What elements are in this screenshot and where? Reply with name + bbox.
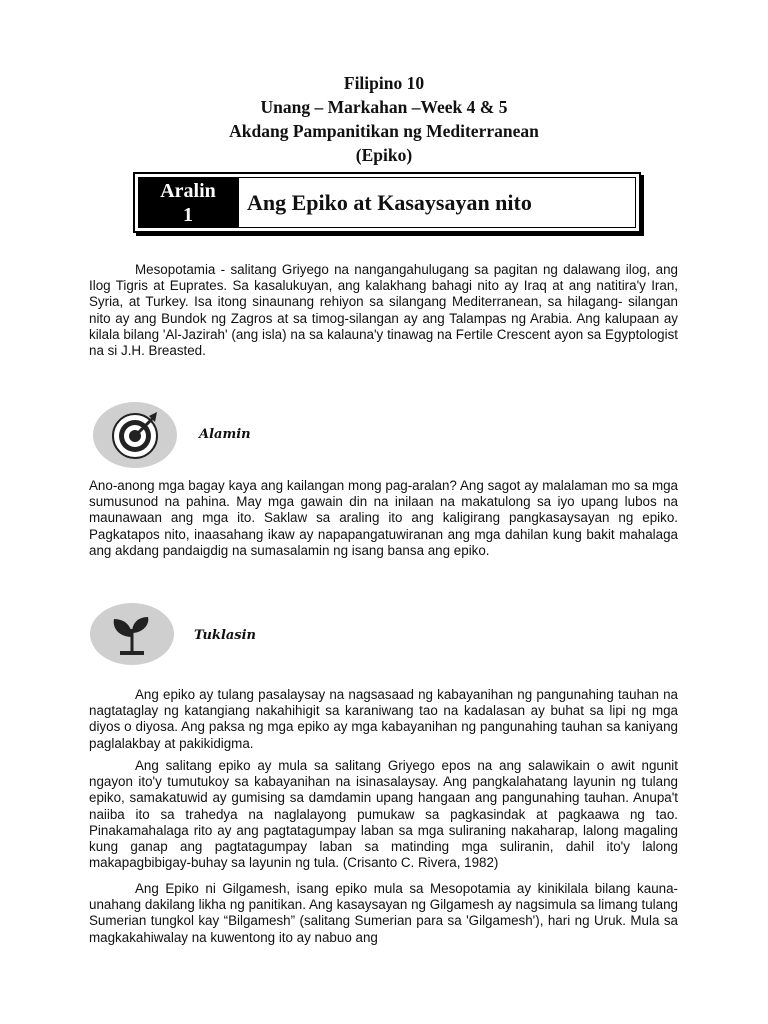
lesson-banner — [133, 172, 641, 233]
lesson-number: 1 — [183, 203, 193, 226]
alamin-paragraph: Ano-anong mga bagay kaya ang kailangan mong pag-aralan? Ang sagot ay malalaman mo sa mga sumusunod na pahina. May mga gawain din na inilaan na makatulong sa iyo upang lubos na maunawaan ang mga ito. Saklaw sa araling ito ang kaligirang pangkasaysayan ng epiko. Pagkatapos nito, inaasahang ikaw ay napapangatuwiranan ang mga dahilan kung bakit mahalaga ang akdang pandaigdig na sumasalamin ng isang bansa ang epiko. — [89, 478, 678, 558]
document-header — [0, 71, 768, 167]
tuklasin-paragraph-1: Ang epiko ay tulang pasalaysay na nagsasaad ng kabayanihan ng pangunahing tauhan na nagtataglay ng katangiang nakahihigit sa karaniwang tao na kadalasan ay buhat sa lipi ng mga diyos o diyosa. Ang paksa ng mga epiko ay mga kabayanihan ng pangunahing tauhan sa kaniyang paglalakbay at pakikidigma. — [89, 687, 678, 751]
alamin-label: Alamin — [199, 427, 251, 442]
lesson-title: Ang Epiko at Kasaysayan nito — [237, 178, 635, 227]
tuklasin-paragraph-2: Ang salitang epiko ay mula sa salitang Griyego epos na ang salawikain o awit ngunit ngayon ito'y tumutukoy sa kabayanihan na isinasalaysay. Ang pangkalahatang layunin ng tulang epiko, samakatuwid ay gumising sa damdamin upang hangaan ang pangunahing tauhan. Anupa't naiiba ito sa trahedya na naglalayong pumukaw sa pagkasindak at pagkaawa ng tao. Pinakamahalaga rito ay ang pagtatagumpay laban sa mga suliraning nakaharap, lalong magaling kung ganap ang pagtatagumpay laban sa matinding mga suliranin, dahil ito'y lalong makapagbibigay-buhay sa layunin ng tula. (Crisanto C. Rivera, 1982) — [89, 758, 678, 871]
sprout-icon — [90, 603, 174, 665]
lesson-number-block — [139, 178, 237, 227]
lesson-label: Aralin — [160, 179, 216, 202]
tuklasin-label: Tuklasin — [194, 628, 257, 643]
topic-subtitle: (Epiko) — [355, 145, 413, 165]
topic-title: Akdang Pampanitikan ng Mediterranean — [229, 121, 539, 141]
quarter-week-title: Unang – Markahan –Week 4 & 5 — [260, 97, 508, 117]
subject-title: Filipino 10 — [343, 73, 425, 93]
target-icon — [93, 402, 177, 468]
tuklasin-paragraph-3: Ang Epiko ni Gilgamesh, isang epiko mula sa Mesopotamia ay kinikilala bilang kauna-unahang dakilang likha ng panitikan. Ang kasaysayan ng Gilgamesh ay nagsimula sa limang tulang Sumerian tungkol kay “Bilgamesh” (salitang Sumerian para sa 'Gilgamesh'), hari ng Uruk. Mula sa magkakahiwalay na kuwentong ito ay nabuo ang — [89, 881, 678, 945]
intro-paragraph: Mesopotamia - salitang Griyego na nangangahulugang sa pagitan ng dalawang ilog, ang Ilog Tigris at Euprates. Sa kasalukuyan, ang kalakhang bahagi nito ay Iraq at ang natitira'y Iran, Syria, at Turkey. Isa itong sinaunang rehiyon sa silangang Mediterranean, sa hilagang- silangan nito ay ang Bundok ng Zagros at sa timog-silangan ay ang Talampas ng Arabia. Ang kalupaan ay kilala bilang 'Al-Jazirah' (ang isla) na sa kalauna'y tinawag na Fertile Crescent ayon sa Egyptologist na si J.H. Breasted. — [89, 262, 678, 359]
